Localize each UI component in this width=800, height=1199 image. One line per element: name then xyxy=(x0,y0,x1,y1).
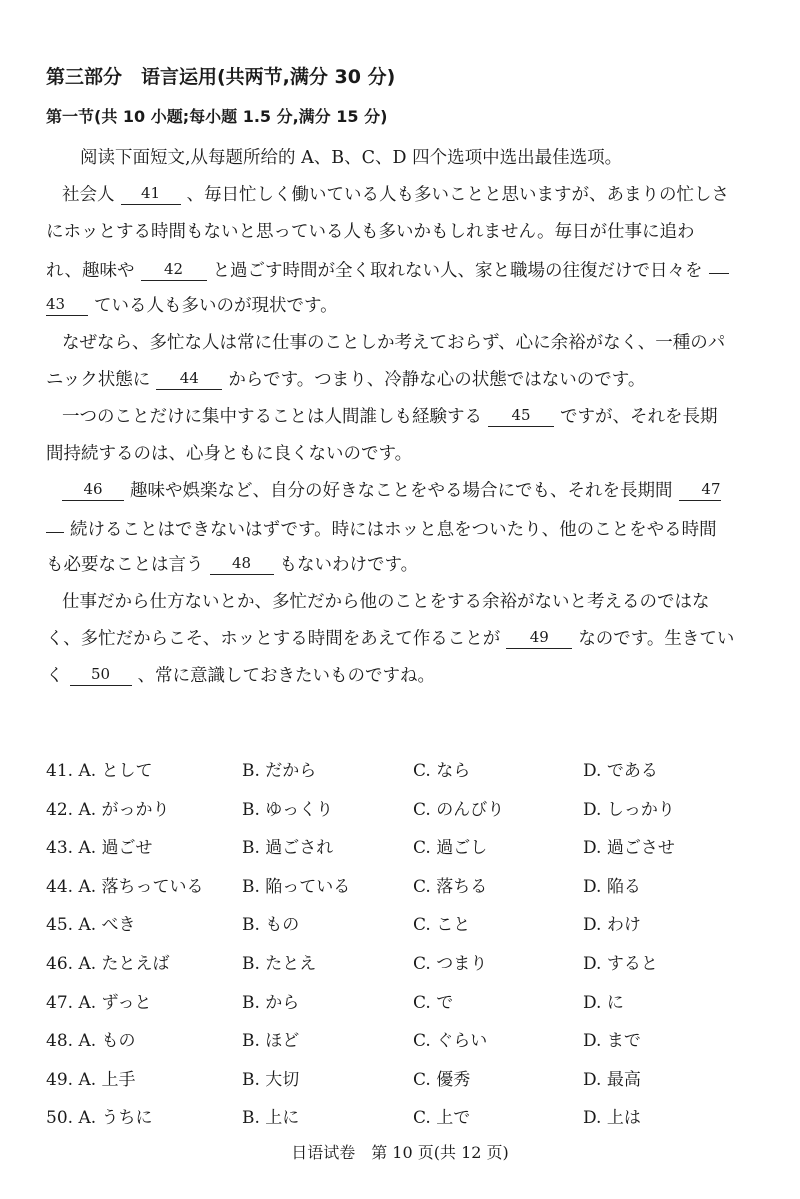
instruction: 阅读下面短文,从每题所给的 A、B、C、D 四个选项中选出最佳选项。 xyxy=(80,148,623,168)
passage-line: 仕事だから仕方ないとか、多忙だから他のことをする余裕がないと考えるのではな xyxy=(62,592,710,612)
option-d[interactable]: D. 過ごさせ xyxy=(583,838,675,859)
passage-line: にホッとする時間もないと思っている人も多いかもしれません。毎日が仕事に追わ xyxy=(46,222,695,242)
blank-48: 48 xyxy=(210,552,274,575)
section-title: 第一节(共 10 小题;每小题 1.5 分,满分 15 分) xyxy=(46,107,388,126)
passage-line: 43 ている人も多いのが現状です。 xyxy=(46,295,338,316)
option-a[interactable]: 49. A. 上手 xyxy=(46,1069,136,1090)
option-a[interactable]: 44. A. 落ちっている xyxy=(46,876,204,897)
passage-line: 続けることはできないはずです。時にはホッと息をついたり、他のことをやる時間 xyxy=(46,510,754,547)
blank-49: 49 xyxy=(506,626,572,649)
blank-44: 44 xyxy=(156,367,222,390)
option-d[interactable]: D. である xyxy=(583,761,658,781)
passage-line: なぜなら、多忙な人は常に仕事のことしか考えておらず、心に余裕がなく、一種のパ xyxy=(62,333,726,353)
option-b[interactable]: B. 過ごされ xyxy=(242,838,334,859)
option-c[interactable]: C. 優秀 xyxy=(413,1069,471,1090)
option-b[interactable]: B. だから xyxy=(242,761,317,781)
passage-line: く 50 、常に意識しておきたいものですね。 xyxy=(46,665,435,686)
question-42 xyxy=(46,791,766,830)
option-c[interactable]: C. で xyxy=(413,992,454,1013)
blank-50: 50 xyxy=(70,663,132,686)
option-c[interactable]: C. 上で xyxy=(413,1108,471,1129)
option-b[interactable]: B. ゆっくり xyxy=(242,799,334,820)
question-47 xyxy=(46,984,766,1023)
question-41 xyxy=(46,752,766,791)
option-c[interactable]: C. こと xyxy=(413,915,471,936)
passage-line: も必要なことは言う 48 もないわけです。 xyxy=(46,554,419,575)
option-a[interactable]: 42. A. がっかり xyxy=(46,799,170,820)
option-a[interactable]: 45. A. べき xyxy=(46,915,136,936)
blank-45: 45 xyxy=(488,404,554,427)
question-44 xyxy=(46,868,766,907)
blank-43-start xyxy=(709,251,729,274)
passage-line: 社会人 41 、毎日忙しく働いている人も多いことと思いますが、あまりの忙しさ xyxy=(62,184,729,205)
passage-line: く、多忙だからこそ、ホッとする時間をあえて作ることが 49 なのです。生きてい xyxy=(46,628,735,649)
option-d[interactable]: D. まで xyxy=(583,1031,641,1052)
option-b[interactable]: B. たとえ xyxy=(242,953,317,974)
page-footer: 日语试卷 第 10 页(共 12 页) xyxy=(291,1143,509,1162)
option-b[interactable]: B. ほど xyxy=(242,1031,300,1052)
blank-43: 43 xyxy=(46,293,88,316)
blank-42: 42 xyxy=(141,258,207,281)
option-d[interactable]: D. しっかり xyxy=(583,799,675,820)
option-d[interactable]: D. に xyxy=(583,992,624,1013)
option-a[interactable]: 43. A. 過ごせ xyxy=(46,838,153,859)
option-b[interactable]: B. から xyxy=(242,992,300,1013)
question-50 xyxy=(46,1099,766,1138)
question-46 xyxy=(46,945,766,984)
passage-line: れ、趣味や 42 と過ごす時間が全く取れない人、家と職場の往復だけで日々を xyxy=(46,251,754,288)
option-d[interactable]: D. 陥る xyxy=(583,876,641,897)
option-a[interactable]: 47. A. ずっと xyxy=(46,992,152,1013)
option-c[interactable]: C. のんびり xyxy=(413,799,505,820)
option-b[interactable]: B. 大切 xyxy=(242,1069,300,1090)
passage-line: 間持続するのは、心身ともに良くないのです。 xyxy=(46,444,413,464)
question-43 xyxy=(46,829,766,868)
option-d[interactable]: D. わけ xyxy=(583,915,641,936)
option-b[interactable]: B. 陥っている xyxy=(242,876,351,897)
option-d[interactable]: D. 最高 xyxy=(583,1069,641,1090)
question-48 xyxy=(46,1022,766,1061)
option-c[interactable]: C. 落ちる xyxy=(413,876,488,897)
option-c[interactable]: C. 過ごし xyxy=(413,838,488,859)
option-b[interactable]: B. もの xyxy=(242,915,300,936)
option-a[interactable]: 48. A. もの xyxy=(46,1031,136,1052)
blank-47: 47 xyxy=(679,478,721,501)
question-45 xyxy=(46,906,766,945)
option-c[interactable]: C. ぐらい xyxy=(413,1031,488,1052)
option-a[interactable]: 41. A. として xyxy=(46,761,153,781)
reading-passage xyxy=(46,140,754,695)
option-d[interactable]: D. 上は xyxy=(583,1108,641,1129)
option-d[interactable]: D. すると xyxy=(583,953,658,974)
option-b[interactable]: B. 上に xyxy=(242,1108,300,1129)
option-c[interactable]: C. なら xyxy=(413,761,471,781)
option-c[interactable]: C. つまり xyxy=(413,953,488,974)
part-title: 第三部分 语言运用(共两节,满分 30 分) xyxy=(46,66,396,88)
blank-41: 41 xyxy=(121,182,181,205)
question-49 xyxy=(46,1061,766,1100)
blank-46: 46 xyxy=(62,478,124,501)
passage-line: ニック状態に 44 からです。つまり、冷静な心の状態ではないのです。 xyxy=(46,369,646,390)
option-a[interactable]: 46. A. たとえば xyxy=(46,953,170,974)
option-a[interactable]: 50. A. うちに xyxy=(46,1108,153,1129)
blank-47-end xyxy=(46,510,64,533)
answer-options xyxy=(46,752,766,1138)
passage-line: 46 趣味や娯楽など、自分の好きなことをやる場合にでも、それを長期間 47 xyxy=(46,473,754,510)
passage-line: 一つのことだけに集中することは人間誰しも経験する 45 ですが、それを長期 xyxy=(62,406,718,427)
